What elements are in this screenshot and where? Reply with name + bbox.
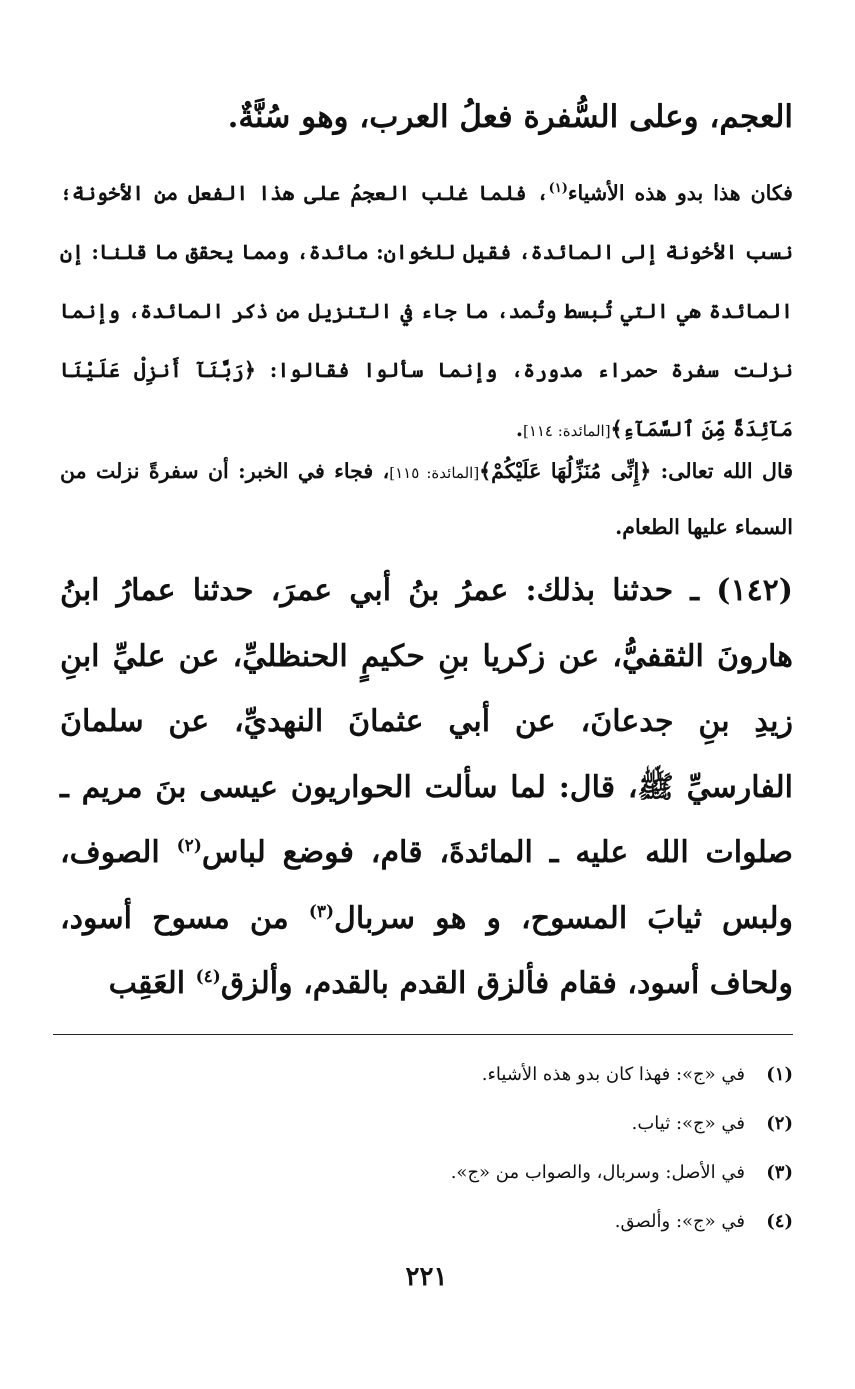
footnote-text: في «ج»: فهذا كان بدو هذه الأشياء. (481, 1064, 745, 1085)
paragraph-quote (60, 444, 793, 554)
footnote-marker-4: (٤) (195, 967, 221, 987)
footnote-number: (٢) (766, 1113, 793, 1134)
hadith-text: ـ حدثنا بذلك: عمرُ بنُ أبي عمرَ، حدثنا عمارُ ابنُ هارونَ الثقفيُّ، عن زكريا بنِ حكيمٍ الحنظليِّ، عن عليِّ ابنِ زيدِ بنِ جدعانَ، عن أبي عثمانَ النهديِّ، عن سلمانَ الفارسيِّ ﷺ، قال: لما سألت الحواريون عيسى بنَ مريم ـ صلوات الله عليه ـ المائدةَ، قام، فوضع لباس (60, 573, 793, 870)
quran-verse: ﴿رَبَّنَآ أَنزِلْ عَلَيْنَا مَآئِدَةً مِّنَ ٱلسَّمَآءِ﴾ (60, 358, 793, 441)
hadith-text: الصوف، ولبس ثيابَ المسوح، و هو سربال (60, 835, 793, 936)
footnote-separator (53, 1034, 793, 1035)
footnote-marker-2: (٢) (176, 836, 202, 856)
footnote-marker-1: (١) (548, 181, 568, 197)
paragraph-text: ، فلما غلب العجمُ على هذا الفعل من الأخونة؛ نسب الأخونة إلى المائدة، فقيل للخوان: مائدة، ومما يحقق ما قلنا: إن المائدة هي التي تُبسط وتُمد، ما جاء في التنزيل من ذكر المائدة، وإنما نزلت سفرة حمراء مدورة، وإنما سألوا فقالوا: (60, 181, 793, 382)
hadith-number: (١٤٢) (716, 573, 793, 608)
footnote-number: (٣) (766, 1162, 793, 1183)
footnote-text: في «ج»: وألصق. (614, 1211, 745, 1232)
footnote-4 (60, 1197, 793, 1246)
footnote-3 (60, 1148, 793, 1197)
hadith-text: العَقِب (108, 966, 196, 1001)
hadith-142 (60, 558, 793, 1017)
footnote-marker-3: (٣) (308, 901, 335, 922)
footnote-text: في «ج»: ثياب. (631, 1113, 745, 1134)
hadith-text: من مسوح أسود، ولحاف أسود، فقام فألزق القدم بالقدم، وألزق (60, 900, 793, 1001)
paragraph-khiwan (60, 164, 793, 461)
footnote-number: (٤) (766, 1211, 793, 1232)
paragraph-text: ، فجاء في الخبر: أن سفرةً نزلت من السماء عليها الطعام. (60, 459, 793, 539)
footnote-2 (60, 1099, 793, 1148)
paragraph-text: قال الله تعالى: (651, 459, 793, 483)
footnote-number: (١) (766, 1064, 793, 1085)
paragraph-end: . (515, 417, 523, 441)
book-page (60, 0, 793, 1389)
continuation-line (60, 92, 793, 142)
verse-reference: [المائدة: ١١٤] (522, 422, 611, 440)
footnote-1 (60, 1050, 793, 1099)
footnotes (60, 1050, 793, 1246)
quran-verse: ﴿إِنِّى مُنَزِّلُهَا عَلَيْكُمْ﴾ (479, 459, 652, 483)
verse-reference: [المائدة: ١١٥] (389, 464, 480, 482)
continuation-text: العجم، وعلى السُّفرة فعلُ العرب، وهو سُنَّةٌ. (227, 99, 793, 135)
page-number: ٢٢١ (405, 1262, 448, 1292)
paragraph-text: فكان هذا بدو هذه الأشياء (567, 181, 793, 205)
footnote-text: في الأصل: وسربال، والصواب من «ج». (450, 1162, 745, 1183)
